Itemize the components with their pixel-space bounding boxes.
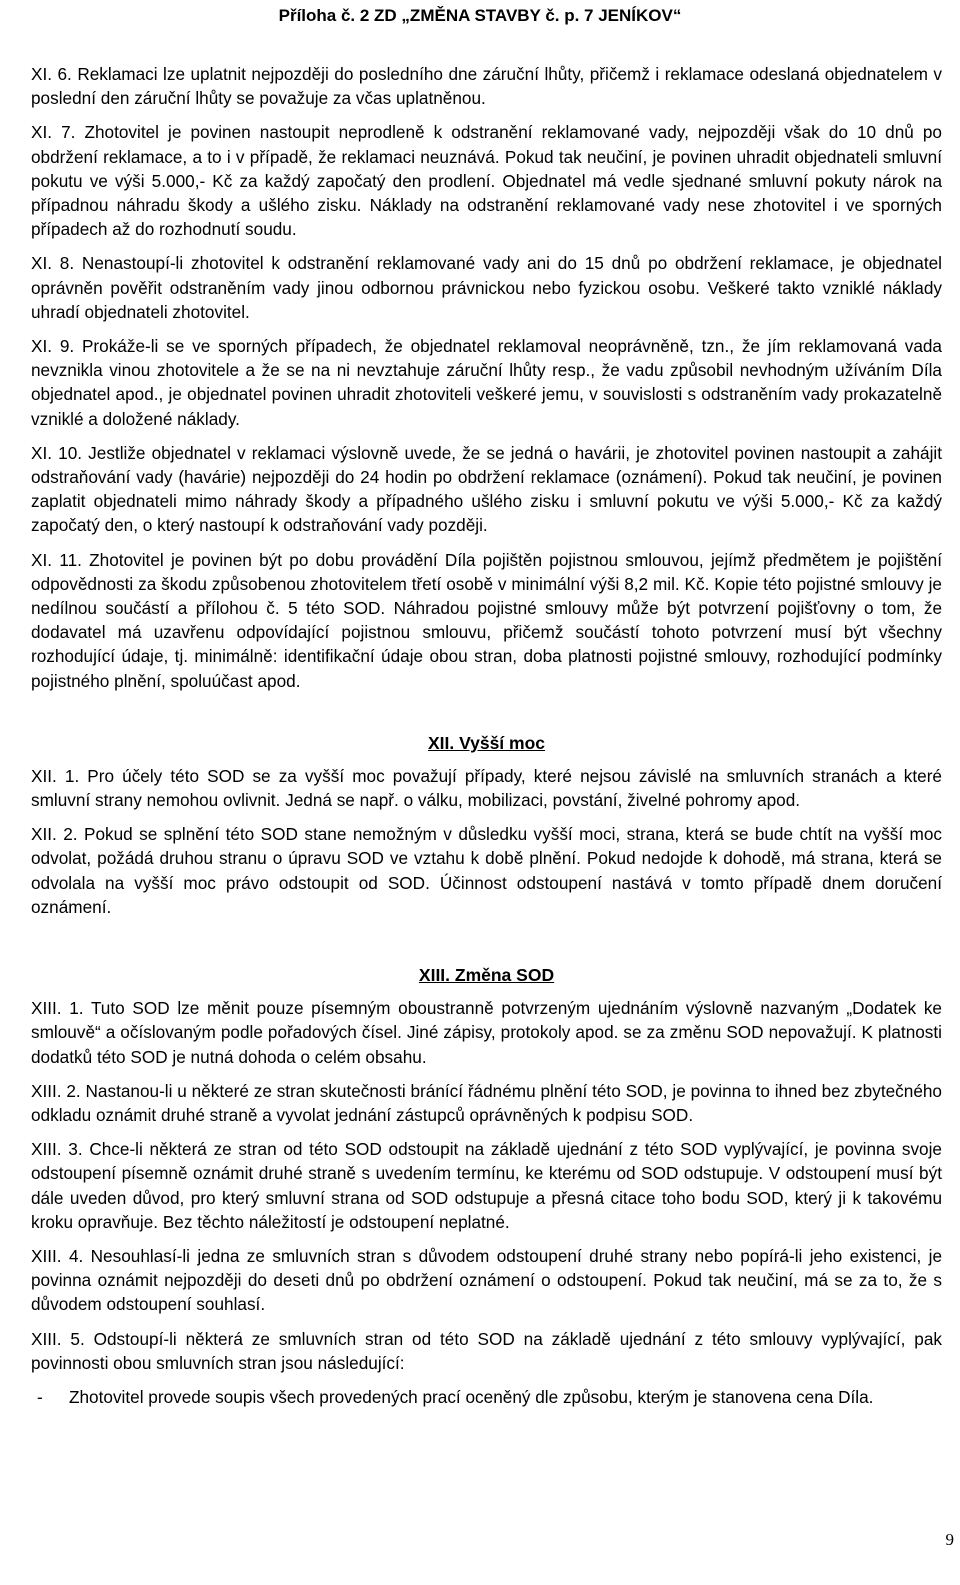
page-number: 9 (945, 1530, 954, 1549)
section-heading-xiii: XIII. Změna SOD (418, 965, 555, 986)
paragraph-xii-1: XII. 1. Pro účely této SOD se za vyšší moc považují případy, které nejsou závislé na smluvních stranách a které smluvní strany nemohou ovlivnit. Jedná se např. o válku, mobilizaci, povstání, živelné pohromy apod. (31, 765, 942, 811)
paragraph-xi-9: XI. 9. Prokáže-li se ve sporných případech, že objednatel reklamoval neoprávněně, tzn., že jím reklamovaná vada nevznikla vinou zhotovitele a že se na ni nevztahuje záruční lhůty resp., že vadu způsobil nevhodným užíváním Díla objednatel apod., je objednatel povinen uhradit zhotoviteli veškeré jemu, v souvislosti s odstraněním vady prokazatelně vzniklé a doložené náklady. (31, 336, 942, 429)
paragraph-xi-7: XI. 7. Zhotovitel je povinen nastoupit neprodleně k odstranění reklamované vady, nejpozději však do 10 dnů po obdržení reklamace, a to i v případě, že reklamaci neuznává. Pokud tak neučiní, je povinen uhradit objednateli smluvní pokutu ve výši 5.000,- Kč za každý započatý den prodlení. Objednatel má vedle sjednané smluvní pokuty nárok na případnou náhradu škody a ušlého zisku. Náklady na odstranění reklamované vady nese zhotovitel i ve sporných případech až do rozhodnutí soudu. (31, 122, 942, 240)
section-heading-xii: XII. Vyšší moc (427, 732, 546, 753)
list-item-marker: - (37, 1386, 43, 1407)
paragraph-xi-10: XI. 10. Jestliže objednatel v reklamaci výslovně uvede, že se jedná o havárii, je zhotovitel povinen nastoupit a zahájit odstraňování vady (havárie) nejpozději do 24 hodin po obdržení reklamace (oznámení). Pokud tak neučiní, je povinen zaplatit objednateli mimo náhrady škody a případného ušlého zisku i smluvní pokutu ve výši 5.000,- Kč za každý započatý den, o který nastoupí k odstraňování vady později. (31, 442, 942, 536)
page-header: Příloha č. 2 ZD „ZMĚNA STAVBY č. p. 7 JENÍKOV“ (278, 6, 682, 25)
list-item-text: Zhotovitel provede soupis všech provedených prací oceněný dle způsobu, kterým je stanovena cena Díla. (69, 1386, 874, 1407)
paragraph-xiii-2: XIII. 2. Nastanou-li u některé ze stran skutečnosti bránící řádnému plnění této SOD, je povinna to ihned bez zbytečného odkladu oznámit druhé straně a vyvolat jednání zástupců oprávněných k podpisu SOD. (31, 1080, 942, 1125)
paragraph-xi-11: XI. 11. Zhotovitel je povinen být po dobu provádění Díla pojištěn pojistnou smlouvou, jejímž předmětem je pojištění odpovědnosti za škodu způsobenou zhotovitelem třetí osobě v minimální výši 8,2 mil. Kč. Kopie této pojistné smlouvy je nedílnou součástí a přílohou č. 5 této SOD. Náhradou pojistné smlouvy může být potvrzení pojišťovny o tom, že dodavatel má uzavřenu odpovídající pojistnou smlouvu, přičemž součástí tohoto potvrzení musí být všechny rozhodující údaje, tj. minimálně: identifikační údaje obou stran, doba platnosti pojistné smlouvy, rozhodující podmínky pojistného plnění, spoluúčast apod. (31, 549, 942, 691)
paragraph-xi-8: XI. 8. Nenastoupí-li zhotovitel k odstranění reklamované vady ani do 15 dnů po obdržení reklamace, je objednatel oprávněn pověřit odstraněním vady jinou odbornou právnickou nebo fyzickou osobu. Veškeré takto vzniklé náklady uhradí objednateli zhotovitel. (31, 253, 942, 322)
paragraph-xi-6: XI. 6. Reklamaci lze uplatnit nejpozději do posledního dne záruční lhůty, přičemž i reklamace odeslaná objednatelem v poslední den záruční lhůty se považuje za včas uplatněnou. (31, 64, 942, 109)
list-item (31, 1385, 942, 1409)
paragraph-xii-2: XII. 2. Pokud se splnění této SOD stane nemožným v důsledku vyšší moci, strana, která se bude chtít na vyšší moc odvolat, požádá druhou stranu o úpravu SOD ve vztahu k době plnění. Pokud nedojde k dohodě, má strana, která se odvolala na vyšší moc právo odstoupit od SOD. Účinnost odstoupení nastává v tomto případě dnem doručení oznámení. (31, 824, 942, 917)
paragraph-xiii-4: XIII. 4. Nesouhlasí-li jedna ze smluvních stran s důvodem odstoupení druhé strany nebo popírá-li jeho existenci, je povinna oznámit nejpozději do deseti dnů po obdržení oznámení o odstoupení. Pokud tak neučiní, má se za to, že s důvodem odstoupení souhlasí. (31, 1245, 942, 1315)
document-body (31, 62, 942, 1409)
paragraph-xiii-5: XIII. 5. Odstoupí-li některá ze smluvních stran od této SOD na základě ujednání z této smlouvy vyplývající, pak povinnosti obou smluvních stran jsou následující: (31, 1328, 942, 1373)
paragraph-xiii-1: XIII. 1. Tuto SOD lze měnit pouze písemným oboustranně potvrzeným ujednáním výslovně nazvaným „Dodatek ke smlouvě“ a očíslovaným podle pořadových čísel. Jiné zápisy, protokoly apod. se za změnu SOD nepovažují. K platnosti dodatků této SOD je nutná dohoda o celém obsahu. (31, 998, 942, 1067)
paragraph-xiii-3: XIII. 3. Chce-li některá ze stran od této SOD odstoupit na základě ujednání z této SOD vyplývající, je povinna svoje odstoupení písemně oznámit druhé straně s uvedením termínu, ke kterému od SOD odstupuje. V odstoupení musí být dále uveden důvod, pro který smluvní strana od SOD odstupuje a přesná citace toho bodu SOD, který ji k takovému kroku opravňuje. Bez těchto náležitostí je odstoupení neplatné. (31, 1139, 942, 1232)
